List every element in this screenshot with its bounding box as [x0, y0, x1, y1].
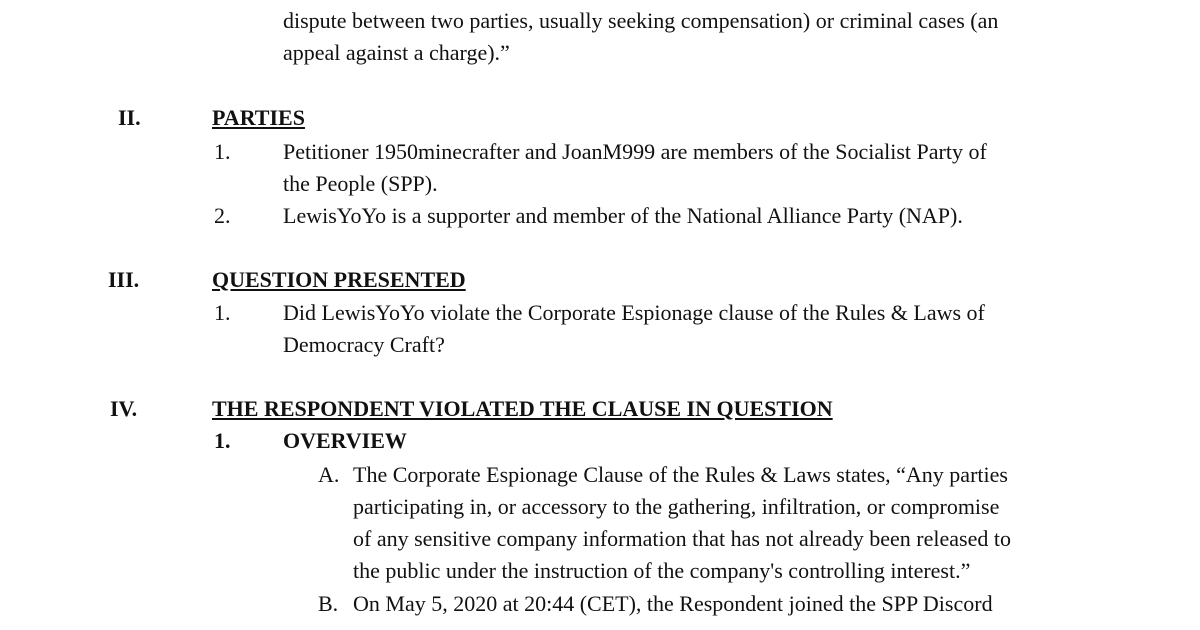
section-numeral-violation: IV.	[110, 396, 138, 421]
overview-number: 1.	[214, 428, 231, 453]
section-heading-parties: PARTIES	[212, 105, 305, 130]
overview-item-a-line-4: the public under the instruction of the company's controlling interest.”	[353, 558, 971, 583]
parties-item-1-number: 1.	[214, 139, 231, 164]
parties-item-2-number: 2.	[214, 203, 231, 228]
section-heading-question: QUESTION PRESENTED	[212, 267, 466, 292]
question-item-1-line-1: Did LewisYoYo violate the Corporate Espionage clause of the Rules & Laws of	[283, 300, 985, 325]
question-item-1-line-2: Democracy Craft?	[283, 332, 445, 357]
intro-line-1: dispute between two parties, usually seeking compensation) or criminal cases (an	[283, 8, 999, 33]
parties-item-2-line-1: LewisYoYo is a supporter and member of the National Alliance Party (NAP).	[283, 203, 963, 228]
overview-item-a-line-3: of any sensitive company information that has not already been released to	[353, 526, 1011, 551]
overview-item-a-letter: A.	[318, 462, 340, 487]
parties-item-1-line-2: the People (SPP).	[283, 171, 438, 196]
overview-item-b-letter: B.	[318, 591, 339, 616]
section-numeral-question: III.	[108, 267, 140, 292]
overview-item-a-line-2: participating in, or accessory to the gathering, infiltration, or compromise	[353, 494, 1000, 519]
section-numeral-parties: II.	[118, 105, 141, 130]
overview-heading: OVERVIEW	[283, 428, 407, 453]
section-heading-violation: THE RESPONDENT VIOLATED THE CLAUSE IN QUESTION	[212, 396, 833, 421]
overview-item-b-line-1: On May 5, 2020 at 20:44 (CET), the Respondent joined the SPP Discord	[353, 591, 993, 616]
question-item-1-number: 1.	[214, 300, 231, 325]
parties-item-1-line-1: Petitioner 1950minecrafter and JoanM999 are members of the Socialist Party of	[283, 139, 987, 164]
overview-item-a-line-1: The Corporate Espionage Clause of the Rules & Laws states, “Any parties	[353, 462, 1008, 487]
intro-line-2: appeal against a charge).”	[283, 40, 510, 65]
